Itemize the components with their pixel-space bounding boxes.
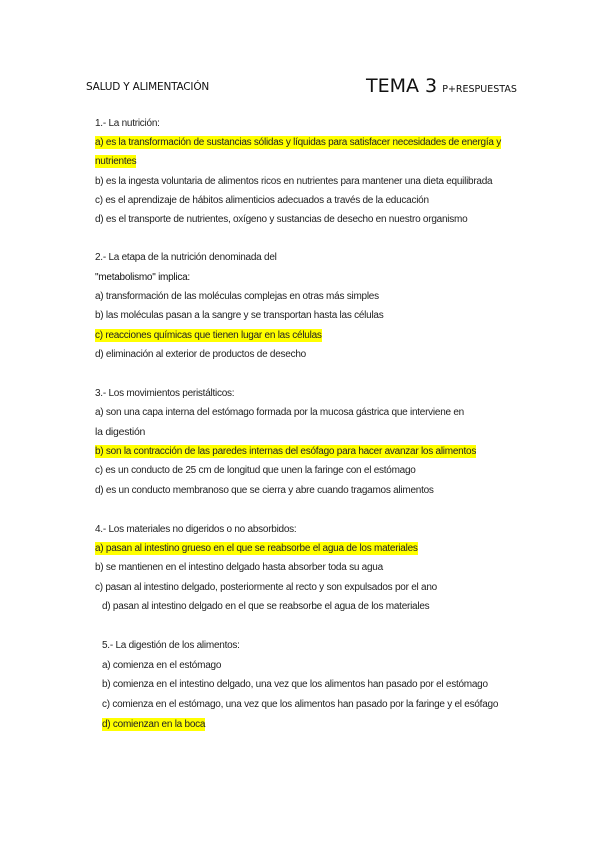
tema-number: TEMA 3 [366,75,438,97]
question-3-prompt: 3.- Los movimientos peristálticos: [95,388,235,399]
question-3-option-a-cont: la digestión [95,426,146,438]
question-1-prompt: 1.- La nutrición: [95,118,160,129]
question-4-option-d: d) pasan al intestino delgado en el que se reabsorbe el agua de los materiales [102,601,430,612]
question-3-option-d: d) es un conducto membranoso que se cierra y abre cuando tragamos alimentos [95,485,434,496]
question-2-prompt-cont: "metabolismo" implica: [95,272,190,283]
question-4-option-c: c) pasan al intestino delgado, posteriormente al recto y son expulsados por el ano [95,582,437,593]
question-2-option-d: d) eliminación al exterior de productos de desecho [95,349,306,360]
question-2-prompt: 2.- La etapa de la nutrición denominada del [95,252,277,263]
question-1-option-d: d) es el transporte de nutrientes, oxígeno y sustancias de desecho en nuestro organismo [95,214,468,225]
question-5-prompt: 5.- La digestión de los alimentos: [102,640,240,651]
question-2-option-b: b) las moléculas pasan a la sangre y se transportan hasta las células [95,310,384,321]
question-4-option-a: a) pasan al intestino grueso en el que se reabsorbe el agua de los materiales [95,543,418,554]
question-5-option-a: a) comienza en el estómago [102,660,222,671]
subject-title: SALUD Y ALIMENTACIÓN [86,81,210,93]
question-5-option-b: b) comienza en el intestino delgado, una vez que los alimentos han pasado por el estómago [102,679,488,690]
tema-suffix: P+RESPUESTAS [442,84,517,95]
question-4-prompt: 4.- Los materiales no digeridos o no absorbidos: [95,524,297,535]
question-1-option-b: b) es la ingesta voluntaria de alimentos ricos en nutrientes para mantener una dieta equilibrada [95,176,493,187]
question-3-option-b: b) son la contracción de las paredes internas del esófago para hacer avanzar los alimentos [95,446,477,457]
question-1-option-c: c) es el aprendizaje de hábitos alimenticios adecuados a través de la educación [95,195,429,206]
question-3-option-a: a) son una capa interna del estómago formada por la mucosa gástrica que interviene en [95,407,464,418]
question-1-option-a: a) es la transformación de sustancias sólidas y líquidas para satisfacer necesidades de energía y [95,137,501,148]
tema-title [366,75,517,97]
question-3-option-c: c) es un conducto de 25 cm de longitud que unen la faringe con el estómago [95,465,416,476]
question-1-option-a-cont: nutrientes [95,156,137,167]
question-5-option-c: c) comienza en el estómago, una vez que los alimentos han pasado por la faringe y el esófago [102,699,499,710]
question-4-option-b: b) se mantienen en el intestino delgado hasta absorber toda su agua [95,562,383,573]
question-2-option-c: c) reacciones químicas que tienen lugar en las células [95,330,322,341]
question-2-option-a: a) transformación de las moléculas complejas en otras más simples [95,291,379,302]
question-5-option-d: d) comienzan en la boca [102,719,206,730]
